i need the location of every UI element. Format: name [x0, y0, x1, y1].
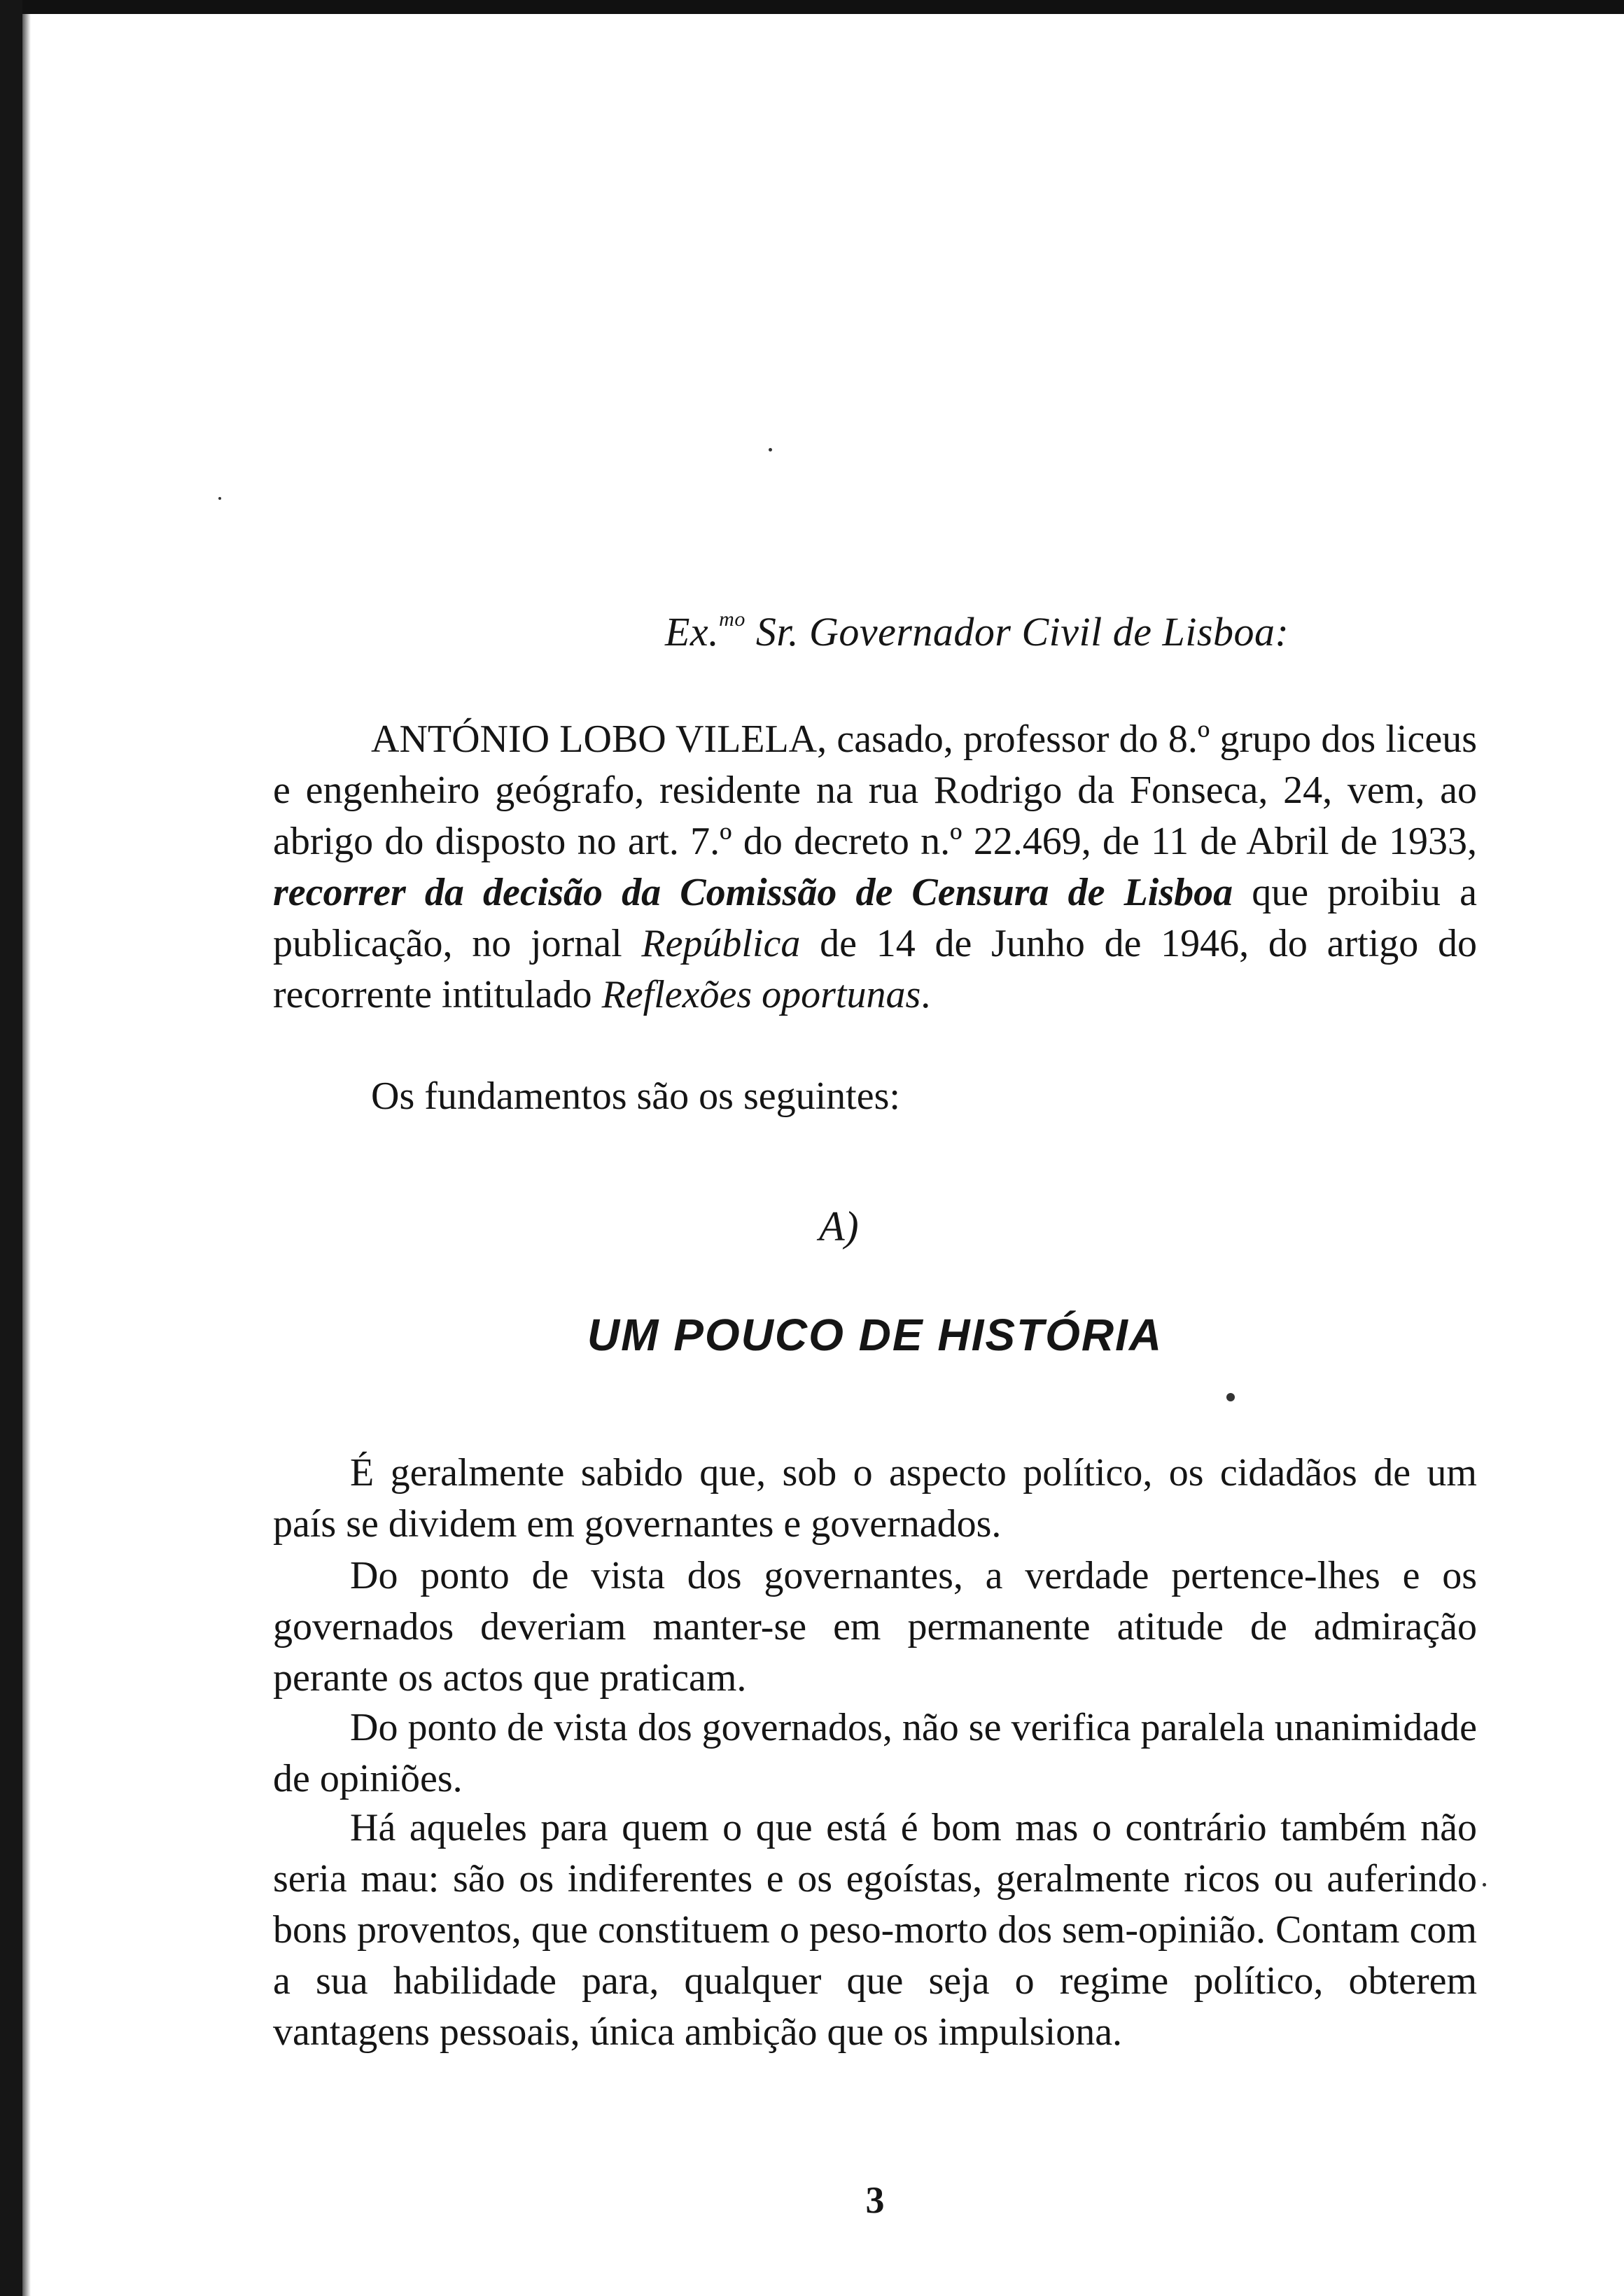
salutation-prefix: Ex.: [665, 609, 720, 654]
salutation-superscript: mo: [719, 608, 746, 631]
petition-text-mid: que proibiu a publicação, no jornal: [273, 871, 1477, 965]
petition-text-end: .: [920, 973, 931, 1016]
scan-speck: [1226, 1393, 1235, 1401]
paragraph-grounds: Os fundamentos são os seguintes:: [371, 1074, 900, 1118]
scan-border-shadow: [22, 14, 31, 2296]
petition-emphasis-article-title: Reflexões oportunas: [601, 973, 921, 1016]
paragraph-history-1: É geralmente sabido que, sob o aspecto político, os cidadãos de um país se dividem em governantes e governados.: [273, 1451, 1477, 1546]
petition-text-start: ANTÓNIO LOBO VILELA, casado, professor do 8.º grupo dos liceus e engenheiro geógrafo, residente na rua Rodrigo da Fonseca, 24, vem, ao abrigo do disposto no art. 7.º do decreto n.º 22.469, de 11 de Abril de 1933,: [273, 718, 1477, 863]
section-title: UM POUCO DE HISTÓRIA: [587, 1310, 1163, 1360]
document-page: [273, 0, 1491, 2296]
paragraph-petition: [273, 714, 1477, 1021]
paragraph-history-3: Do ponto de vista dos governados, não se verifica paralela unanimidade de opiniões.: [273, 1706, 1477, 1800]
scan-speck: [1483, 1883, 1486, 1886]
scan-speck: [769, 448, 772, 451]
page-number: 3: [865, 2179, 885, 2221]
paragraph-history-2: Do ponto de vista dos governantes, a verdade pertence-lhes e os governados deveriam manter-se em permanente atitude de admiração perante os actos que praticam.: [273, 1554, 1477, 1700]
petition-emphasis-appeal: recorrer da decisão da Comissão de Censura de Lisboa: [273, 871, 1233, 914]
section-letter: A): [819, 1203, 859, 1250]
salutation-rest: Sr. Governador Civil de Lisboa:: [745, 609, 1289, 654]
scan-border-left: [0, 0, 22, 2296]
petition-text-mid2: de 14 de Junho de 1946, do artigo do recorrente intitulado: [273, 922, 1477, 1016]
scan-speck: [218, 497, 221, 500]
salutation: [665, 608, 1491, 655]
petition-emphasis-newspaper: República: [641, 922, 801, 965]
paragraph-history-4: Há aqueles para quem o que está é bom mas o contrário também não seria mau: são os indiferentes e os egoístas, geralmente ricos ou auferindo bons proventos, que constituem o peso-morto dos sem-opinião. Contam com a sua habilidade para, qualquer que seja o regime político, obterem vantagens pessoais, única ambição que os impulsiona.: [273, 1806, 1477, 2054]
